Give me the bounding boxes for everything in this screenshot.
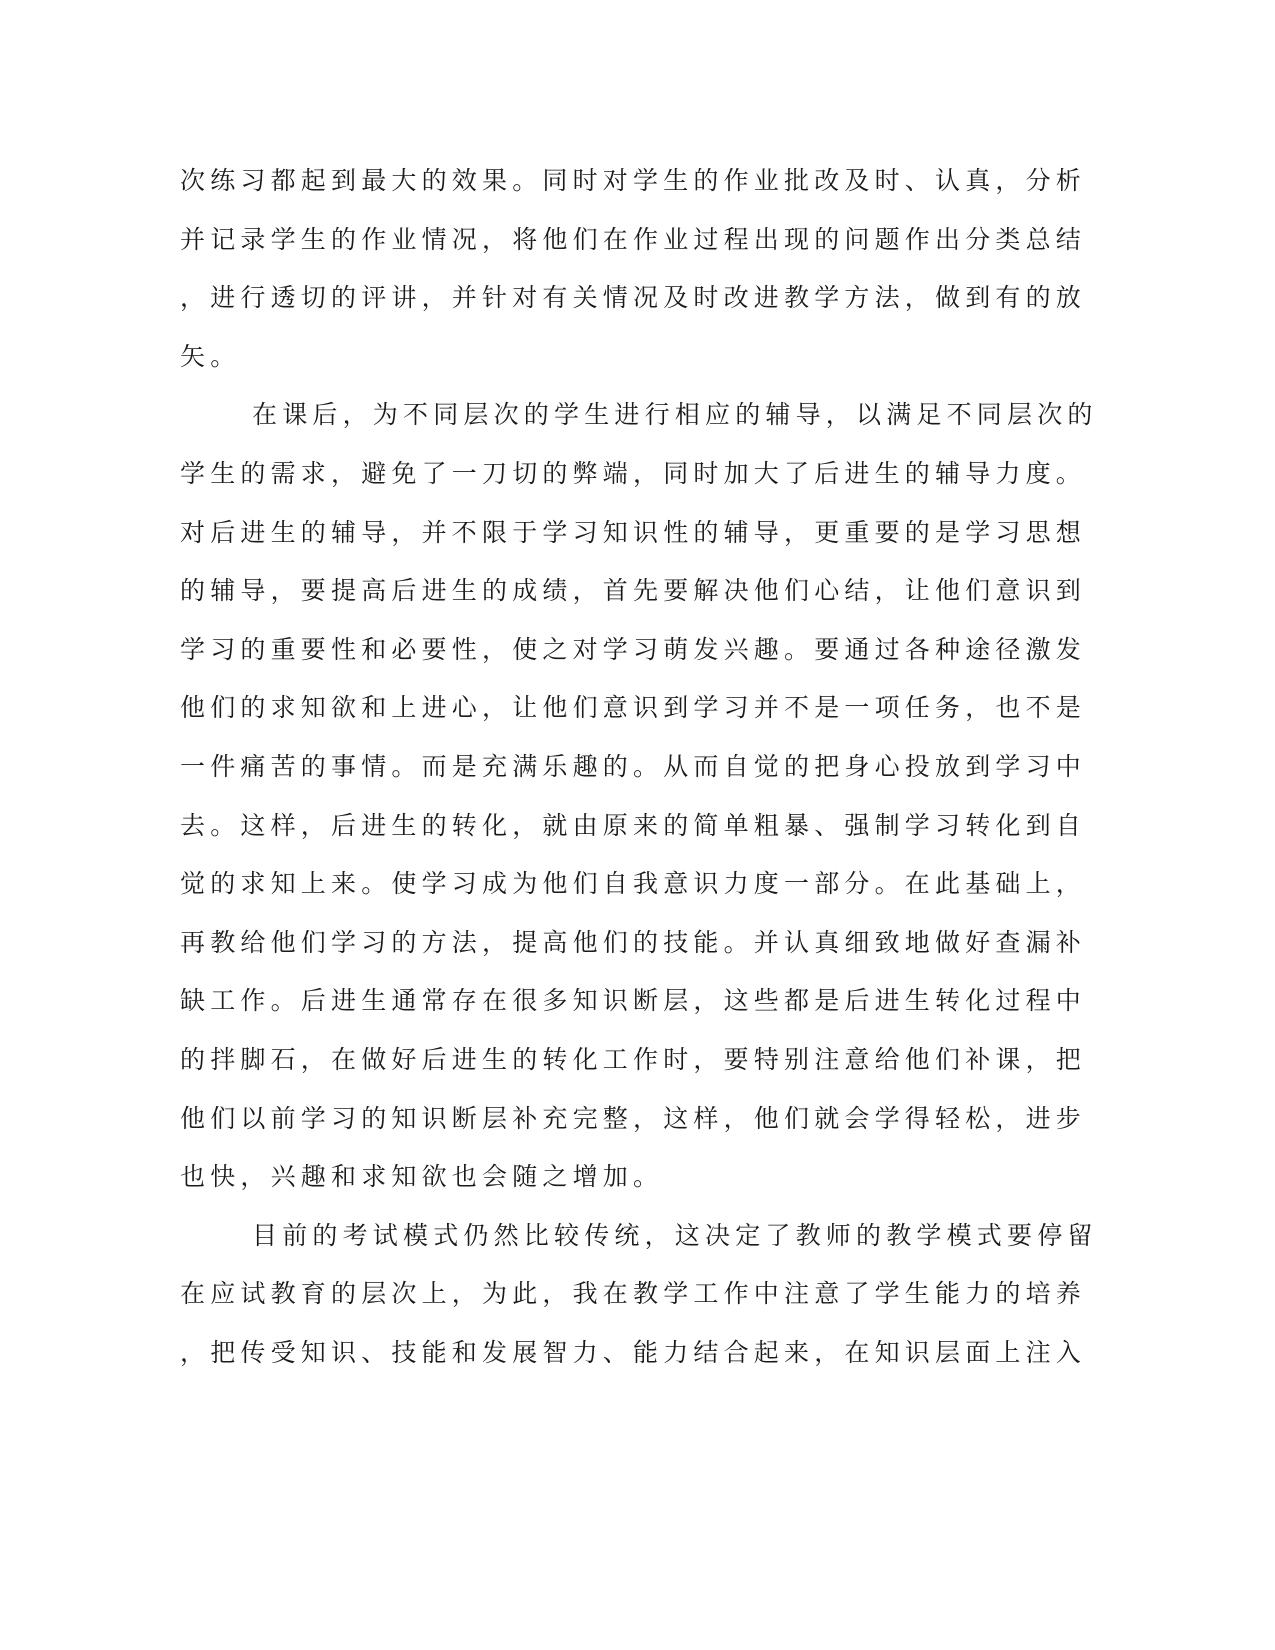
text-line: ，把传受知识、技能和发展智力、能力结合起来，在知识层面上注入	[180, 1337, 1087, 1367]
text-line: ，进行透切的评讲，并针对有关情况及时改进教学方法，做到有的放	[180, 283, 1087, 313]
text-line: 次练习都起到最大的效果。同时对学生的作业批改及时、认真，分析	[180, 166, 1087, 195]
text-line: 他们的求知欲和上进心，让他们意识到学习并不是一项任务，也不是	[180, 693, 1087, 723]
text-line: 的辅导，要提高后进生的成绩，首先要解决他们心结，让他们意识到	[180, 576, 1087, 606]
text-line: 并记录学生的作业情况，将他们在作业过程出现的问题作出分类总结	[180, 224, 1087, 254]
text-line: 一件痛苦的事情。而是充满乐趣的。从而自觉的把身心投放到学习中	[180, 751, 1087, 781]
text-line: 缺工作。后进生通常存在很多知识断层，这些都是后进生转化过程中	[180, 986, 1087, 1016]
text-line: 对后进生的辅导，并不限于学习知识性的辅导，更重要的是学习思想	[180, 517, 1087, 547]
text-line: 再教给他们学习的方法，提高他们的技能。并认真细致地做好查漏补	[180, 927, 1087, 957]
text-line: 的拌脚石，在做好后进生的转化工作时，要特别注意给他们补课，把	[180, 1044, 1087, 1074]
text-line: 觉的求知上来。使学习成为他们自我意识力度一部分。在此基础上，	[180, 869, 1087, 899]
text-line: 学习的重要性和必要性，使之对学习萌发兴趣。要通过各种途径激发	[180, 634, 1087, 664]
text-line: 矢。	[180, 341, 241, 371]
text-line: 也快，兴趣和求知欲也会随之增加。	[180, 1162, 664, 1192]
paragraph-start-line: 目前的考试模式仍然比较传统，这决定了教师的教学模式要停留	[252, 1220, 1098, 1250]
text-line: 在应试教育的层次上，为此，我在教学工作中注意了学生能力的培养	[180, 1279, 1087, 1309]
body-text	[180, 160, 1098, 1390]
paragraph-start-line: 在课后，为不同层次的学生进行相应的辅导，以满足不同层次的	[252, 400, 1098, 430]
text-line: 去。这样，后进生的转化，就由原来的简单粗暴、强制学习转化到自	[180, 810, 1087, 840]
text-line: 他们以前学习的知识断层补充完整，这样，他们就会学得轻松，进步	[180, 1103, 1087, 1133]
text-line: 学生的需求，避免了一刀切的弊端，同时加大了后进生的辅导力度。	[180, 458, 1087, 488]
